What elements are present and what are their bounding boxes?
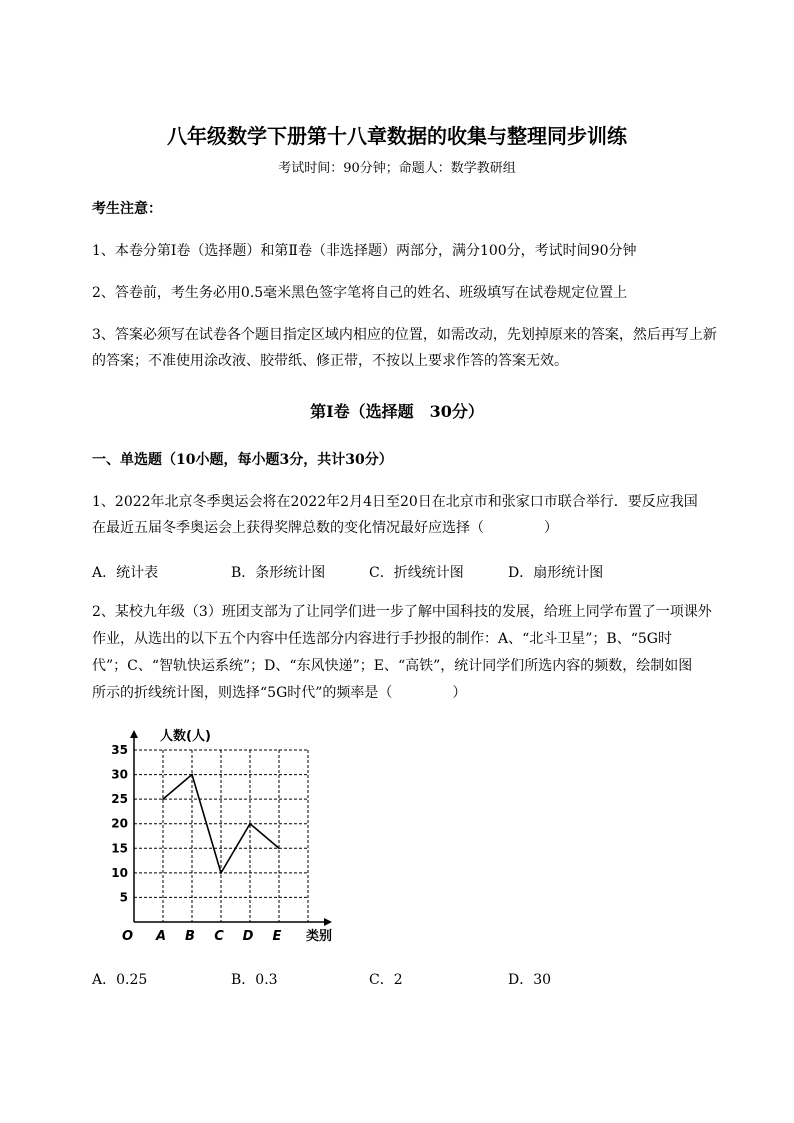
question-1-close: ） bbox=[544, 520, 558, 536]
q2-option-b: B．0.3 bbox=[231, 972, 278, 988]
notice-heading: 考生注意： bbox=[92, 201, 162, 217]
x-tick-label: A bbox=[155, 929, 167, 944]
q1-option-c: C．折线统计图 bbox=[369, 565, 464, 581]
x-tick-label: B bbox=[185, 929, 195, 944]
notice-item-3: 3、答案必须写在试卷各个题目指定区域内相应的位置，如需改动，先划掉原来的答案，然后再写上新 bbox=[92, 327, 717, 343]
y-tick-label: 5 bbox=[119, 890, 128, 905]
q2-option-c: C．2 bbox=[369, 972, 403, 988]
y-tick-label: 10 bbox=[111, 865, 128, 880]
line-chart bbox=[100, 722, 350, 952]
question-2-line-1: 2、某校九年级（3）班团支部为了让同学们进一步了解中国科技的发展，给班上同学布置了一项课外 bbox=[92, 604, 712, 620]
data-point bbox=[162, 798, 164, 800]
question-2-text: 所示的折线统计图，则选择“5G时代”的频率是（ bbox=[92, 685, 393, 701]
question-1-line-2 bbox=[92, 515, 752, 542]
chart-ticks bbox=[111, 743, 281, 944]
notice-item-1: 1、本卷分第Ⅰ卷（选择题）和第Ⅱ卷（非选择题）两部分，满分100分，考试时间90分钟 bbox=[92, 243, 637, 259]
chart-axes bbox=[130, 730, 332, 926]
question-2-line-2: 作业，从选出的以下五个内容中任选部分内容进行手抄报的制作：A、“北斗卫星”；B、“5G时 bbox=[92, 631, 672, 647]
y-tick-label: 30 bbox=[111, 767, 128, 782]
y-tick-label: 25 bbox=[111, 792, 128, 807]
x-tick-label: D bbox=[242, 929, 254, 944]
data-point bbox=[249, 823, 251, 825]
q2-option-a: A．0.25 bbox=[92, 972, 148, 988]
origin-label: O bbox=[122, 929, 134, 944]
section-title: 第Ⅰ卷（选择题 30分） bbox=[310, 402, 484, 421]
question-1-line-1: 1、2022年北京冬季奥运会将在2022年2月4日至20日在北京市和张家口市联合举行．要反应我国 bbox=[92, 494, 698, 510]
x-tick-label: C bbox=[214, 929, 224, 944]
question-2-close: ） bbox=[452, 685, 467, 701]
data-point bbox=[278, 847, 280, 849]
notice-item-2: 2、答卷前，考生务必用0.5毫米黑色签字笔将自己的姓名、班级填写在试卷规定位置上 bbox=[92, 285, 628, 301]
question-2-line-4 bbox=[92, 680, 752, 707]
y-tick-label: 15 bbox=[111, 841, 128, 856]
y-axis-label: 人数(人) bbox=[160, 729, 211, 744]
y-tick-label: 20 bbox=[111, 816, 128, 831]
part-heading: 一、单选题（10小题，每小题3分，共计30分） bbox=[92, 452, 393, 468]
x-tick-label: E bbox=[272, 929, 282, 944]
x-axis-arrow bbox=[324, 918, 332, 926]
data-point bbox=[220, 872, 222, 874]
y-axis-arrow bbox=[130, 730, 138, 738]
q2-option-d: D．30 bbox=[508, 972, 552, 988]
y-tick-label: 35 bbox=[111, 743, 128, 757]
question-2-line-3: 代”；C、“智轨快运系统”；D、“东风快递”；E、“高铁”，统计同学们所选内容的频数，绘制如图 bbox=[92, 658, 693, 674]
x-axis-label: 类别 bbox=[306, 929, 333, 944]
q1-option-a: A．统计表 bbox=[92, 565, 159, 581]
chart-grid bbox=[134, 750, 308, 922]
q1-option-b: B．条形统计图 bbox=[231, 565, 326, 581]
exam-info: 考试时间：90分钟；命题人：数学教研组 bbox=[278, 161, 516, 176]
notice-item-3-cont: 的答案；不准使用涂改液、胶带纸、修正带，不按以上要求作答的答案无效。 bbox=[92, 353, 568, 369]
question-1-text: 在最近五届冬季奥运会上获得奖牌总数的变化情况最好应选择（ bbox=[92, 520, 484, 536]
data-point bbox=[191, 774, 193, 776]
q1-option-d: D．扇形统计图 bbox=[508, 565, 604, 581]
page-title: 八年级数学下册第十八章数据的收集与整理同步训练 bbox=[167, 124, 627, 148]
